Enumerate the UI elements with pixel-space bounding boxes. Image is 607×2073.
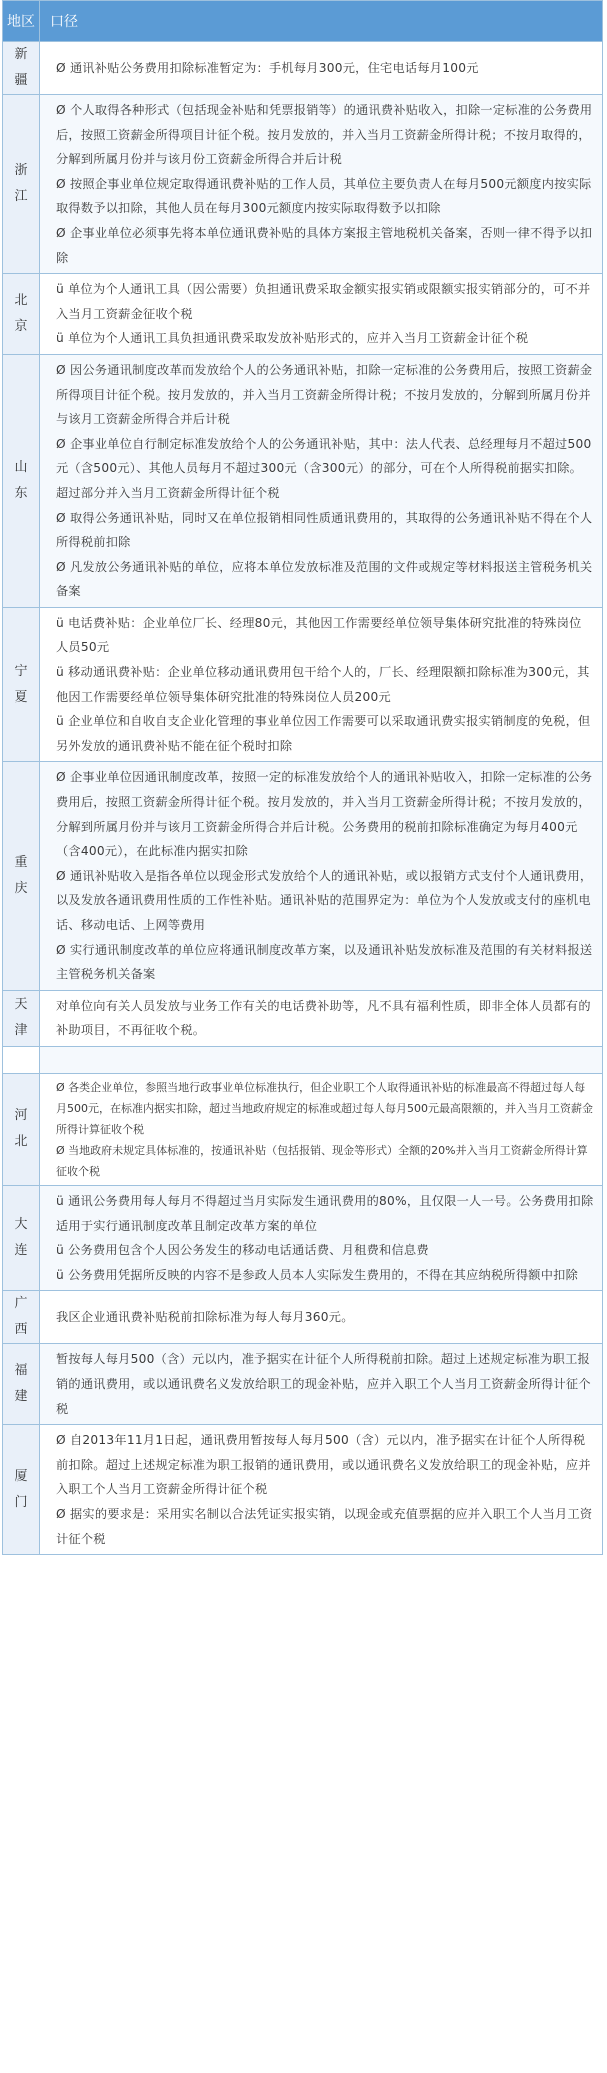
region-cell: [3, 1185, 40, 1290]
basis-cell: [40, 1185, 603, 1290]
basis-paragraph: Ø 自2013年11月1日起，通讯费用暂按每人每月500（含）元以内，准予据实在计征个人所得税前扣除。超过上述规定标准为职工报销的通讯费用，或以通讯费名义发放给职工的现金补贴，应并入职工个人当月工资薪金所得计征个税: [56, 1433, 591, 1497]
region-char: 江: [14, 189, 28, 205]
region-char: 西: [14, 1322, 28, 1338]
region-char: 建: [14, 1389, 28, 1405]
table-row: [3, 95, 603, 274]
table-row: [3, 1291, 603, 1344]
region-char: 广: [14, 1296, 28, 1312]
basis-paragraph: ü 单位为个人通讯工具负担通讯费采取发放补贴形式的，应并入当月工资薪金计征个税: [56, 331, 529, 346]
region-char: 门: [14, 1494, 28, 1510]
table-body: [3, 42, 603, 1555]
basis-cell: [40, 1344, 603, 1425]
basis-paragraph: ü 通讯公务费用每人每月不得超过当月实际发生通讯费用的80%，且仅限一人一号。公务费用扣除适用于实行通讯制度改革且制定改革方案的单位: [56, 1193, 594, 1233]
basis-cell: [40, 762, 603, 990]
region-char: 京: [14, 319, 28, 335]
region-cell: [3, 990, 40, 1046]
basis-paragraph: ü 企业单位和自收自支企业化管理的事业单位因工作需要可以采取通讯费实报实销制度的免税，但另外发放的通讯费补贴不能在征个税时扣除: [56, 714, 591, 753]
region-cell: [3, 1344, 40, 1425]
basis-paragraph: Ø 按照企事业单位规定取得通讯费补贴的工作人员，其单位主要负责人在每月500元额度内按实际取得数予以扣除，其他人员在每月300元额度内按实际取得数予以扣除: [56, 176, 592, 216]
table-row: [3, 1425, 603, 1555]
basis-paragraph: ü 移动通讯费补贴：企业单位移动通讯费用包干给个人的，厂长、经理限额扣除标准为300元，其他因工作需要经单位领导集体研究批准的特殊岗位人员200元: [56, 665, 590, 704]
basis-paragraph: Ø 通讯补贴收入是指各单位以现金形式发放给个人的通讯补贴，或以报销方式支付个人通讯费用，以及发放各通讯费用性质的工作性补贴。通讯补贴的范围界定为：单位为个人发放或支付的座机电话、移动电话、上网等费用: [56, 868, 593, 932]
region-char: 重: [14, 855, 28, 871]
region-cell: [3, 607, 40, 762]
basis-cell: [40, 1073, 603, 1185]
basis-cell: [40, 274, 603, 355]
region-cell: [3, 762, 40, 990]
basis-cell: [40, 1291, 603, 1344]
region-char: 新: [14, 47, 28, 62]
basis-cell: [40, 990, 603, 1046]
region-cell: [3, 354, 40, 607]
region-char: 津: [14, 1023, 28, 1039]
region-char: 宁: [14, 663, 28, 679]
table-row: [3, 1046, 603, 1073]
basis-paragraph: Ø 因公务通讯制度改革而发放给个人的公务通讯补贴，扣除一定标准的公务费用后，按照工资薪金所得项目计征个税。按月发放的，并入当月工资薪金所得计税；不按月发放的，分解到所属月份并与该月工资薪金所得合并后计税: [56, 362, 593, 427]
region-char: 浙: [14, 163, 28, 179]
region-cell: [3, 42, 40, 95]
region-char: 河: [14, 1108, 28, 1124]
basis-paragraph: Ø 各类企业单位，参照当地行政事业单位标准执行，但企业职工个人取得通讯补贴的标准最高不得超过每人每月500元，在标准内据实扣除，超过当地政府规定的标准或超过每人每月500元最高限额的，并入当月工资薪金所得计算征收个税: [56, 1080, 593, 1136]
table-row: [3, 274, 603, 355]
region-cell: [3, 1073, 40, 1185]
region-char: 山: [14, 459, 28, 475]
table-row: [3, 42, 603, 95]
region-cell: [3, 95, 40, 274]
basis-paragraph: Ø 当地政府未规定具体标准的，按通讯补贴（包括报销、现金等形式）全额的20%并入当月工资薪金所得计算征收个税: [56, 1143, 588, 1178]
table-row: [3, 990, 603, 1046]
basis-paragraph: Ø 企事业单位必须事先将本单位通讯费补贴的具体方案报主管地税机关备案，否则一律不得予以扣除: [56, 225, 593, 265]
basis-paragraph: ü 单位为个人通讯工具（因公需要）负担通讯费采取金额实报实销或限额实报实销部分的，可不并入当月工资薪金征收个税: [56, 282, 591, 321]
table-row: [3, 607, 603, 762]
header-region: 地区: [3, 1, 40, 42]
region-char: 天: [14, 997, 28, 1013]
basis-paragraph: Ø 个人取得各种形式（包括现金补贴和凭票报销等）的通讯费补贴收入，扣除一定标准的公务费用后，按照工资薪金所得项目计征个税。按月发放的，并入当月工资薪金所得计税；不按月取得的，分解到所属月份并与该月份工资薪金所得合并后计税: [56, 103, 593, 167]
region-char: 夏: [14, 689, 28, 705]
table-header-row: [3, 1, 603, 42]
header-basis: 口径: [40, 1, 603, 42]
basis-cell: [40, 354, 603, 607]
basis-paragraph: ü 公务费用包含个人因公务发生的移动电话通话费、月租费和信息费: [56, 1243, 429, 1258]
region-cell: [3, 274, 40, 355]
basis-paragraph: Ø 据实的要求是：采用实名制以合法凭证实报实销，以现金或充值票据的应并入职工个人当月工资计征个税: [56, 1506, 593, 1546]
region-cell: [3, 1291, 40, 1344]
basis-paragraph: Ø 实行通讯制度改革的单位应将通讯制度改革方案，以及通讯补贴发放标准及范围的有关材料报送主管税务机关备案: [56, 942, 593, 982]
table-row: [3, 762, 603, 990]
basis-paragraph: Ø 企事业单位因通讯制度改革，按照一定的标准发放给个人的通讯补贴收入，扣除一定标准的公务费用后，按照工资薪金所得计征个税。按月发放的，并入当月工资薪金所得计税；不按月发放的，分解到所属月份并与该月工资薪金所得合并后计税。公务费用的税前扣除标准确定为每月400元（含400元），在此标准内据实扣除: [56, 770, 593, 859]
basis-paragraph: 对单位向有关人员发放与业务工作有关的电话费补助等，凡不具有福利性质，即非全体人员都有的补助项目，不再征收个税。: [56, 998, 591, 1038]
region-char: 大: [14, 1217, 28, 1233]
table-row: [3, 1344, 603, 1425]
region-cell: [3, 1046, 40, 1073]
basis-paragraph: Ø 企事业单位自行制定标准发放给个人的公务通讯补贴，其中：法人代表、总经理每月不超过500元（含500元）、其他人员每月不超过300元（含300元）的部分，可在个人所得税前据实扣除。超过部分并入当月工资薪金所得计征个税: [56, 436, 592, 500]
basis-paragraph: Ø 取得公务通讯补贴，同时又在单位报销相同性质通讯费用的，其取得的公务通讯补贴不得在个人所得税前扣除: [56, 510, 593, 550]
region-char: 福: [14, 1363, 28, 1379]
region-char: 连: [14, 1243, 28, 1259]
region-char: 疆: [14, 73, 28, 88]
table-row: [3, 354, 603, 607]
region-char: 北: [14, 293, 28, 309]
basis-paragraph: ü 公务费用凭据所反映的内容不是参政人员本人实际发生费用的，不得在其应纳税所得额中扣除: [56, 1267, 579, 1282]
basis-paragraph: ü 电话费补贴：企业单位厂长、经理80元，其他因工作需要经单位领导集体研究批准的特殊岗位人员50元: [56, 615, 582, 655]
basis-paragraph: 暂按每人每月500（含）元以内，准予据实在计征个人所得税前扣除。超过上述规定标准为职工报销的通讯费用，或以通讯费名义发放给职工的现金补贴，应并入职工个人当月工资薪金所得计征个税: [56, 1352, 591, 1416]
basis-cell: [40, 1425, 603, 1555]
region-char: 庆: [14, 881, 28, 897]
region-cell: [3, 1425, 40, 1555]
region-char: 北: [14, 1134, 28, 1150]
table-row: [3, 1185, 603, 1290]
basis-paragraph: Ø 凡发放公务通讯补贴的单位，应将本单位发放标准及范围的文件或规定等材料报送主管税务机关备案: [56, 559, 593, 599]
region-char: 厦: [14, 1468, 28, 1484]
basis-cell: [40, 607, 603, 762]
basis-cell: [40, 95, 603, 274]
basis-cell: [40, 1046, 603, 1073]
basis-paragraph: 我区企业通讯费补贴税前扣除标准为每人每月360元。: [56, 1310, 354, 1325]
basis-cell: [40, 42, 603, 95]
basis-paragraph: Ø 通讯补贴公务费用扣除标准暂定为：手机每月300元，住宅电话每月100元: [56, 60, 479, 75]
communication-subsidy-table: [2, 0, 603, 1555]
region-char: 东: [14, 485, 28, 501]
table-row: [3, 1073, 603, 1185]
